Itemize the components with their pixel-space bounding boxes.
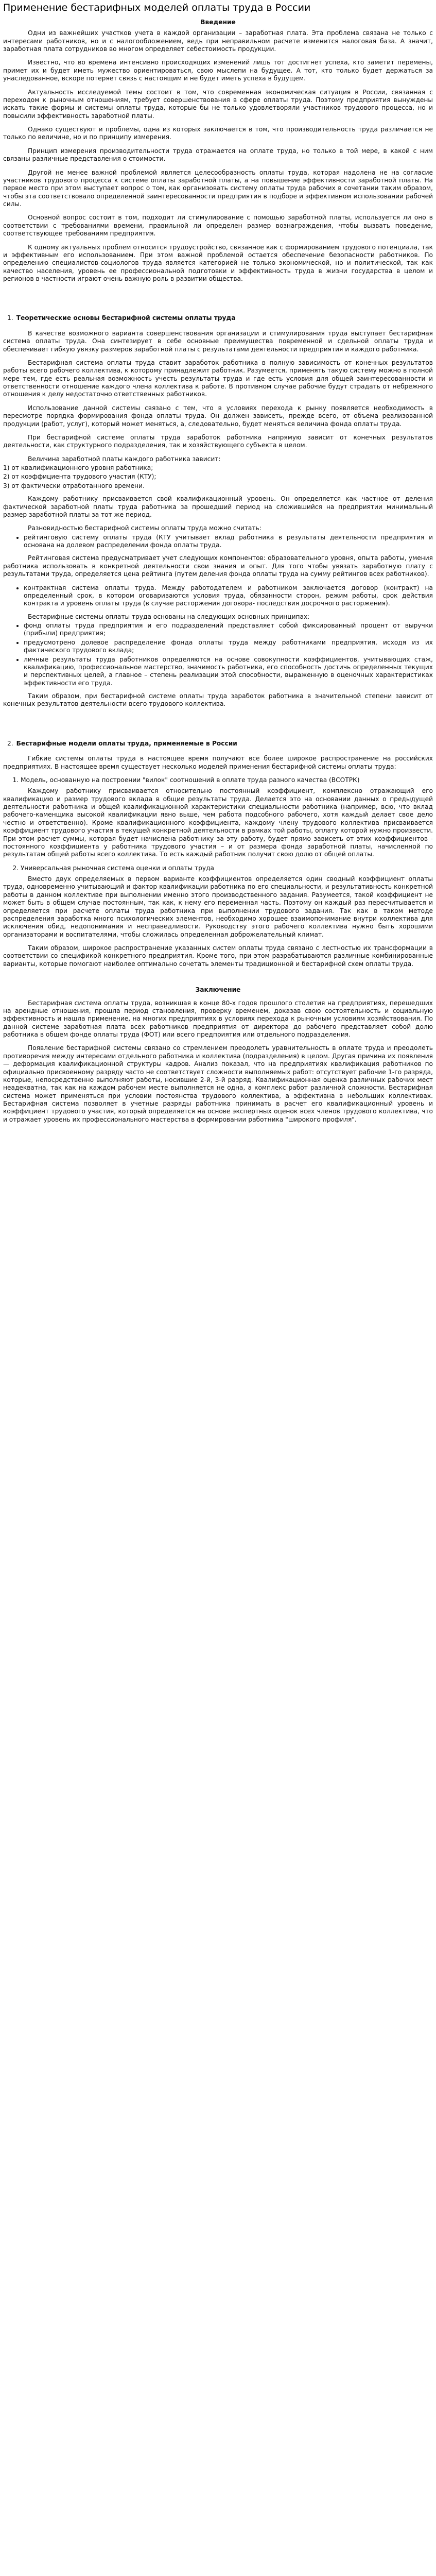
section-paragraph: Бестарифная система оплаты труда ставит заработок работника в полную зависимость от конечных результатов работы всего рабочего коллектива, к которому принадлежит работник. Разумеется, применять такую систему можно в полной мере тем, где есть реальная возможность учесть результаты труда и где есть условия для общей заинтересованности и ответственности отношение каждого члена коллектива к работе. В противном случае рабочие будут страдать от небрежного отношения к делу недостаточно ответственных работников. [3, 359, 433, 398]
section-paragraph: Использование данной системы связано с тем, что в условиях перехода к рынку появляется необходимость в пересмотре порядка формирования фонда оплаты труда. Он должен зависеть, прежде всего, от объема реализованной продукции (работ, услуг), который может меняться, а, следовательно, будет меняться величина фонда оплаты труда. [3, 404, 433, 428]
list-item: • фонд оплаты труда предприятия и его подразделений представляет собой фиксированный процент от выручки (прибыли) предприятия; [24, 622, 433, 638]
section-paragraph: Таким образом, при бестарифной системе оплаты труда заработок работника в значительной степени зависит от конечных результатов деятельности всего трудового коллектива. [3, 692, 433, 708]
intro-paragraph: Основной вопрос состоит в том, подходит ли стимулирование с помощью заработной платы, используется ли оно в соответствии с требованиями времени, правильной ли определен размер вознаграждения, чтобы вызвать поведение, соответствующее требованиям предприятия. [3, 214, 433, 238]
model-list [3, 776, 433, 784]
section-paragraph: Каждому работнику присваивается относительно постоянный коэффициент, комплексно отражающий его квалификацию и размер трудового вклада в общие результаты труда. Делается это на основании данных о предыдущей деятельности работника и общей квалификационной характеристики специальности работника (например, всю, что вклад рабочего-каменщика высокой квалификации явно выше, чем работа подсобного рабочего, хотя каждый делает свое дело честно и ответственно). Кроме квалификационного коэффициента, каждому члену трудового коллектива присваивается коэффициент трудового участия в текущей конкретной деятельности в рамках той работы, оплату которой нужно произвести. При этом расчет суммы, которая будет начислена работнику за эту работу, будет прямо зависеть от этих коэффициентов - постоянного коэффициента у работника трудового участия – и от размера фонда заработной платы, начисленной по результатам общей работы всего коллектива. То есть каждый работник получит свою долю от общей оплаты. [3, 787, 433, 858]
intro-paragraph: Актуальность исследуемой темы состоит в том, что современная экономическая ситуация в России, связанная с переходом к рыночным отношениям, требует совершенствования в сфере оплаты труда. Поэтому предприятия вынуждены искать такие формы и системы оплаты труда, которые бы не только удовлетворяли участников трудового процесса, но и повысили эффективность заработной платы. [3, 88, 433, 120]
list-item: • рейтинговую систему оплаты труда (КТУ учитывает вклад работника в результаты деятельности предприятия и основана на долевом распределении фонда оплаты труда. [24, 534, 433, 550]
section-paragraph: Гибкие системы оплаты труда в настоящее время получают все более широкое распространение на российских предприятиях. В настоящее время существует несколько моделей применения бестарифной системы оплаты труда: [3, 755, 433, 770]
intro-paragraph: К одному актуальных проблем относится трудоустройство, связанное как с формированием трудового потенциала, так и эффективным его использованием. При этом важной проблемой остается обеспечение безопасности работников. По определению специалистов-социологов труда является категорией не только экономической, но и политической, так как качество населения, уровень ее профессиональной подготовки и эффективность труда в жизни государства в целом и регионов в частности играют очень важную роль в развитии общества. [3, 243, 433, 283]
section-2 [3, 755, 433, 968]
section-title: Теоретические основы бестарифной системы оплаты труда [16, 314, 236, 322]
bullet-list [3, 584, 433, 608]
section-1 [3, 330, 433, 708]
bullet-list [3, 622, 433, 687]
list-item: • предусмотрено долевое распределение фонда оплаты труда между работниками предприятия, исходя из их фактического трудового вклада; [24, 639, 433, 655]
intro-paragraph: Принцип измерения производительности труда отражается на оплате труда, но только в той мере, в какой с ним связаны различные представления о стоимости. [3, 147, 433, 163]
section-paragraph: Вместо двух определяемых в первом варианте коэффициентов определяется один сводный коэффициент оплаты труда, одновременно учитывающий и фактор квалификации работника по его специальности, и результативность конкретной работы в данном коллективе при выполнении именно этого производственного задания. Разумеется, такой коэффициент не может быть в общем случае постоянным, так как, к нему его переменная часть. Поэтому он каждый раз пересчитывается и определяется при расчете оплаты труда работника при выполнении трудового задания. Так как в таком методе распределения заработка много психологических элементов, необходимо хорошее взаимопонимание внутри коллектива для исключения обид, недопонимания и несправедливости. Руководству этого рабочего коллектива нужно быть хорошими организаторами и воспитателями, чтобы сложилась определенная доброжелательный климат. [3, 875, 433, 938]
intro-paragraph: Одни из важнейших участков учета в каждой организации – заработная плата. Эта проблема связана не только с интересами работников, но и с налогообложением, ведь при неправильном расчете изменится налоговая база. А значит, заработная плата сотрудников во многом определяет себестоимость продукции. [3, 29, 433, 53]
conclusion-section [3, 999, 433, 1124]
page-title: Применение бестарифных моделей оплаты труда в России [3, 2, 311, 13]
section-paragraph: При бестарифной системе оплаты труда заработок работника напрямую зависит от конечных результатов деятельности, как структурного подразделения, так и хозяйствующего субъекта в целом. [3, 433, 433, 449]
bullet-list [3, 534, 433, 550]
section-paragraph: Величина заработной платы каждого работника зависит: [28, 455, 221, 463]
section-paragraph: Бестарифные системы оплаты труда основаны на следующих основных принципах: [28, 613, 310, 620]
conclusion-paragraph: Бестарифная система оплаты труда, возникшая в конце 80-х годов прошлого столетия на предприятиях, перешедших на арендные отношения, прошла период становления, проверку временем, доказав свою состоятельность и социальную эффективность и нашла применение, на многих предприятиях в условиях перехода к рыночным условиям хозяйствования. По данной системе заработная плата всех работников предприятия от директора до рабочего представляет собой долю работника в общем фонде оплаты труда (ФОТ) или всего предприятия или отдельного подразделения. [3, 999, 433, 1039]
list-item: 3) от фактически отработанного времени. [3, 482, 145, 489]
section-title: Бестарифные модели оплаты труда, применяемые в России [16, 739, 237, 747]
model-list [3, 865, 433, 872]
intro-paragraph: Однако существуют и проблемы, одна из которых заключается в том, что производительность труда различается не только по величине, но и по принципу измерения. [3, 126, 433, 141]
section-1-heading [3, 314, 433, 322]
model-item: 1. Модель, основанную на построении "вилок" соотношений в оплате труда разного качества (ВСОТРК) [21, 776, 433, 784]
section-paragraph: Таким образом, широкое распространение указанных систем оплаты труда связано с лестностью их трансформации в соответствии со спецификой конкретного предприятия. Кроме того, при этом разрабатываются различные комбинированные варианты, которые помогают наиболее оптимально сочетать элементы традиционной и бестарифной схем оплаты труда. [3, 944, 433, 968]
section-2-heading [3, 740, 433, 748]
section-paragraph: Разновидностью бестарифной системы оплаты труда можно считать: [28, 524, 261, 532]
conclusion-heading: Заключение [195, 986, 241, 994]
intro-paragraph: Известно, что во времена интенсивно происходящих изменений лишь тот достигнет успеха, кто заметит перемены, примет их и будет иметь мужество ориентироваться, свою мыслепи на будущее. А тот, кто только будет держаться за унаследованное, вскоре потеряет связь с настоящим и не будет иметь успеха в будущем. [3, 59, 433, 82]
section-paragraph: В качестве возможного варианта совершенствования организации и стимулирования труда выступает бестарифная система оплаты труда. Она синтезирует в себе основные преимущества повременной и сдельной оплаты труда и обеспечивает гибкую увязку размеров заработной платы с результатами деятельности предприятия и каждого работника. [3, 329, 433, 353]
intro-paragraph: Другой не менее важной проблемой является целесообразность оплаты труда, которая надолена не на согласие участников трудового процесса к системе оплаты заработной платы, а на повышение эффективности заработной платы. На первое место при этом выступает вопрос о том, как организовать систему оплаты труда рабочих в сочетании таким образом, чтобы эта соответствовало определенной заинтересованности предприятия в подборе и эффективном использовании рабочей силы. [3, 168, 433, 208]
model-item: 2. Универсальная рыночная система оценки и оплаты труда [21, 865, 433, 872]
section-number: 1. [7, 314, 13, 322]
section-number: 2. [7, 739, 13, 747]
intro-heading: Введение [200, 18, 236, 26]
intro-section [3, 29, 433, 283]
list-item: • личные результаты труда работников определяются на основе совокупности коэффициентов, учитывающих стаж, квалификацию, профессиональное мастерство, значимость работника, его способность достичь определенных текущих и перспективных целей, а главное – степень реализации этой способности, выраженную в оценочных характеристиках эффективности его труда. [24, 656, 433, 688]
section-paragraph: Рейтинговая система предусматривает учет следующих компонентов: образовательного уровня, опыта работы, умения работника использовать в конкретной деятельности свои знания и опыт. Для того чтобы увязать заработную плату с результатами труда, определяется цена рейтинга (путем деления фонда оплаты труда на сумму рейтингов всех работников). [3, 554, 433, 578]
list-item: 1) от квалификационного уровня работника; [3, 464, 153, 472]
section-paragraph: Каждому работнику присваивается свой квалификационный уровень. Он определяется как частное от деления фактической заработной платы труда работника за прошедший период на сложившийся на предприятии минимальный размер заработной платы за тот же период. [3, 495, 433, 518]
list-item: 2) от коэффициента трудового участия (КТУ); [3, 473, 156, 481]
list-item: • контрактная система оплаты труда. Между работодателем и работником заключается договор (контракт) на определенный срок, в котором оговариваются условия труда, обязанности сторон, режим работы, срок действия контракта и уровень оплаты труда (в случае расторжения договора- последствия досрочного расторжения). [24, 584, 433, 608]
document-page [0, 2, 436, 2576]
conclusion-paragraph: Появление бестарифной системы связано со стремлением преодолеть уравнительность в оплате труда и преодолеть противоречия между интересами отдельного работника и коллектива (подразделения) в целом. Другая причина их появления — деформация квалификационной структуры кадров. Анализ показал, что на предприятиях квалификация работников по официально присвоенному разряду часто не соответствует сложности выполняемых работ: отсутствует рабочие 1-го разряда, которые, непосредственно выполняют работы, носившие 2-й, 3-й разряд. Квалификационная оценка различных рабочих мест неадекватна, так как на каждом рабочем месте выполняется не одна, а комплекс работ различной сложности. Бестарифная система может применяться при условии постоянства трудового коллектива, а эффективна в небольших коллективах. Бестарифная система позволяет в учетные разряды работника принимать в расчет его квалификационный уровень и коэффициент трудового участия, который определяется на основе экспертных оценок всех членов трудового коллектива, что и отражает уровень их профессионального мастерства в формировании работника "широкого профиля". [3, 1044, 433, 1123]
